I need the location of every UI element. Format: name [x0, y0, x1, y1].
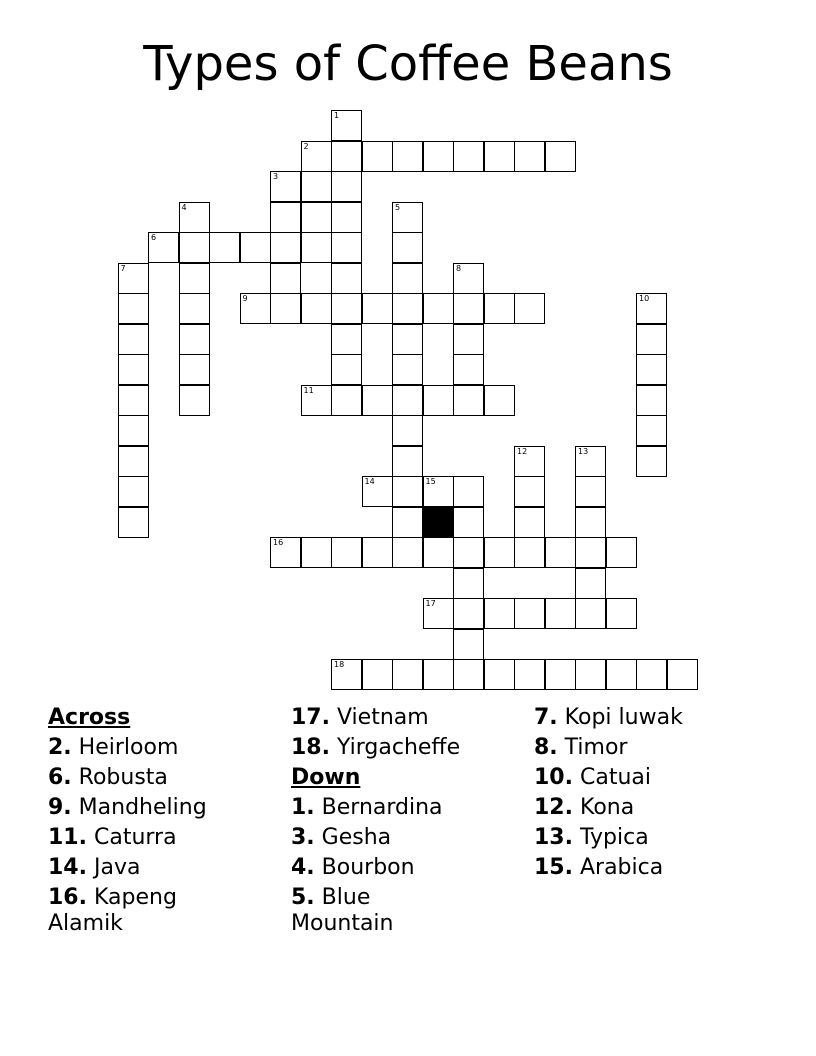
grid-cell[interactable] — [392, 354, 423, 385]
grid-cell[interactable] — [362, 659, 393, 690]
clue-number: 18 — [334, 660, 345, 669]
grid-cell[interactable] — [392, 202, 423, 233]
grid-cell[interactable] — [331, 354, 362, 385]
grid-cell[interactable] — [118, 415, 149, 446]
clue-number: 17 — [425, 599, 436, 608]
grid-cell[interactable] — [179, 354, 210, 385]
grid-cell[interactable] — [392, 263, 423, 294]
grid-cell[interactable] — [392, 446, 423, 477]
grid-cell[interactable] — [362, 476, 393, 507]
clue-column-3 — [534, 703, 774, 883]
grid-cell[interactable] — [636, 385, 667, 416]
grid-cell[interactable] — [423, 598, 454, 629]
grid-cell[interactable] — [209, 232, 240, 263]
grid-cell[interactable] — [179, 324, 210, 355]
grid-cell[interactable] — [514, 659, 545, 690]
grid-cell[interactable] — [331, 202, 362, 233]
grid-cell[interactable] — [331, 141, 362, 172]
clue-column-2 — [291, 703, 531, 939]
grid-cell[interactable] — [148, 232, 179, 263]
grid-cell[interactable] — [484, 293, 515, 324]
grid-cell[interactable] — [392, 507, 423, 538]
clue-number: 8 — [456, 263, 462, 273]
clue-down-1: 1. Bernardina — [291, 795, 443, 820]
grid-cell[interactable] — [606, 537, 637, 568]
grid-cell[interactable] — [667, 659, 698, 690]
grid-cell[interactable] — [453, 385, 484, 416]
grid-cell[interactable] — [453, 141, 484, 172]
grid-cell[interactable] — [392, 141, 423, 172]
page-title: Types of Coffee Beans — [143, 36, 673, 92]
grid-cell[interactable] — [392, 659, 423, 690]
grid-cell[interactable] — [270, 537, 301, 568]
clue-number: 10 — [639, 294, 650, 303]
grid-cell[interactable] — [179, 202, 210, 233]
grid-cell[interactable] — [514, 293, 545, 324]
grid-cell[interactable] — [575, 476, 606, 507]
grid-cell[interactable] — [270, 293, 301, 324]
grid-cell[interactable] — [118, 507, 149, 538]
grid-cell[interactable] — [514, 507, 545, 538]
clue-down-15: 15. Arabica — [534, 855, 664, 880]
clue-number: 5 — [395, 202, 401, 212]
grid-cell[interactable] — [331, 324, 362, 355]
grid-cell[interactable] — [392, 385, 423, 416]
grid-cell[interactable] — [331, 232, 362, 263]
grid-cell[interactable] — [575, 568, 606, 599]
grid-cell[interactable] — [392, 324, 423, 355]
grid-cell[interactable] — [545, 659, 576, 690]
grid-cell[interactable] — [606, 598, 637, 629]
grid-cell[interactable] — [423, 293, 454, 324]
clue-down-8: 8. Timor — [534, 735, 628, 760]
clue-number: 4 — [181, 202, 187, 212]
grid-cell[interactable] — [453, 659, 484, 690]
clue-number: 2 — [303, 141, 309, 151]
grid-cell[interactable] — [331, 537, 362, 568]
grid-cell[interactable] — [179, 385, 210, 416]
grid-cell[interactable] — [484, 659, 515, 690]
grid-cell[interactable] — [453, 568, 484, 599]
grid-cell[interactable] — [270, 202, 301, 233]
clue-across-6: 6. Robusta — [48, 765, 168, 790]
clue-column-1 — [48, 703, 288, 939]
grid-cell[interactable] — [331, 293, 362, 324]
grid-cell[interactable] — [484, 141, 515, 172]
grid-cell[interactable] — [575, 507, 606, 538]
clue-number: 13 — [578, 446, 589, 456]
grid-cell[interactable] — [636, 354, 667, 385]
grid-cell[interactable] — [270, 263, 301, 294]
clue-number: 6 — [151, 233, 157, 242]
grid-cell[interactable] — [514, 537, 545, 568]
grid-cell[interactable] — [331, 385, 362, 416]
clue-across-18: 18. Yirgacheffe — [291, 735, 461, 760]
grid-cell[interactable] — [240, 232, 271, 263]
clue-down-4: 4. Bourbon — [291, 855, 415, 880]
grid-cell[interactable] — [118, 354, 149, 385]
grid-cell[interactable] — [301, 171, 332, 202]
grid-block — [423, 507, 454, 538]
grid-cell[interactable] — [301, 232, 332, 263]
grid-cell[interactable] — [301, 537, 332, 568]
grid-cell[interactable] — [514, 446, 545, 477]
clue-down-3: 3. Gesha — [291, 825, 392, 850]
grid-cell[interactable] — [392, 415, 423, 446]
grid-cell[interactable] — [636, 324, 667, 355]
grid-cell[interactable] — [545, 598, 576, 629]
grid-cell[interactable] — [453, 507, 484, 538]
grid-cell[interactable] — [118, 263, 149, 294]
grid-cell[interactable] — [423, 476, 454, 507]
grid-cell[interactable] — [179, 232, 210, 263]
grid-cell[interactable] — [118, 476, 149, 507]
grid-cell[interactable] — [545, 537, 576, 568]
grid-cell[interactable] — [118, 385, 149, 416]
clue-across-16: 16. Kapeng Alamik — [48, 885, 177, 936]
grid-cell[interactable] — [423, 537, 454, 568]
grid-cell[interactable] — [453, 476, 484, 507]
clue-across-11: 11. Caturra — [48, 825, 177, 850]
grid-cell[interactable] — [423, 141, 454, 172]
clue-down-7: 7. Kopi luwak — [534, 705, 683, 730]
grid-cell[interactable] — [514, 141, 545, 172]
grid-cell[interactable] — [270, 171, 301, 202]
grid-cell[interactable] — [362, 293, 393, 324]
grid-cell[interactable] — [301, 385, 332, 416]
grid-cell[interactable] — [514, 598, 545, 629]
grid-cell[interactable] — [392, 476, 423, 507]
grid-cell[interactable] — [392, 293, 423, 324]
grid-cell[interactable] — [331, 171, 362, 202]
grid-cell[interactable] — [453, 629, 484, 660]
grid-cell[interactable] — [331, 659, 362, 690]
grid-cell[interactable] — [301, 202, 332, 233]
grid-cell[interactable] — [362, 141, 393, 172]
grid-cell[interactable] — [636, 415, 667, 446]
clue-across-2: 2. Heirloom — [48, 735, 179, 760]
grid-cell[interactable] — [453, 293, 484, 324]
clue-down-5: 5. Blue Mountain — [291, 885, 394, 936]
grid-cell[interactable] — [118, 293, 149, 324]
grid-cell[interactable] — [301, 293, 332, 324]
grid-cell[interactable] — [453, 598, 484, 629]
grid-cell[interactable] — [240, 293, 271, 324]
across-heading: Across — [48, 705, 131, 730]
grid-cell[interactable] — [453, 263, 484, 294]
grid-cell[interactable] — [423, 659, 454, 690]
grid-cell[interactable] — [514, 476, 545, 507]
grid-cell[interactable] — [362, 385, 393, 416]
grid-cell[interactable] — [453, 354, 484, 385]
grid-cell[interactable] — [270, 232, 301, 263]
grid-cell[interactable] — [362, 537, 393, 568]
grid-cell[interactable] — [179, 263, 210, 294]
clue-number: 12 — [517, 446, 528, 456]
down-heading: Down — [291, 765, 361, 790]
clue-number: 16 — [273, 538, 284, 547]
clue-number: 14 — [364, 477, 375, 486]
grid-cell[interactable] — [484, 537, 515, 568]
grid-cell[interactable] — [179, 293, 210, 324]
clue-number: 15 — [425, 477, 436, 486]
clue-number: 1 — [334, 111, 340, 120]
clue-down-13: 13. Typica — [534, 825, 649, 850]
grid-cell[interactable] — [545, 141, 576, 172]
grid-cell[interactable] — [575, 598, 606, 629]
clue-across-9: 9. Mandheling — [48, 795, 207, 820]
grid-cell[interactable] — [301, 141, 332, 172]
grid-cell[interactable] — [392, 232, 423, 263]
grid-cell[interactable] — [392, 537, 423, 568]
clue-down-12: 12. Kona — [534, 795, 635, 820]
clue-number: 3 — [273, 172, 279, 181]
grid-cell[interactable] — [484, 385, 515, 416]
grid-cell[interactable] — [423, 385, 454, 416]
grid-cell[interactable] — [636, 659, 667, 690]
clue-across-17: 17. Vietnam — [291, 705, 429, 730]
grid-cell[interactable] — [331, 110, 362, 141]
clue-down-10: 10. Catuai — [534, 765, 651, 790]
grid-cell[interactable] — [636, 446, 667, 477]
clue-number: 9 — [242, 294, 248, 303]
clue-across-14: 14. Java — [48, 855, 141, 880]
grid-cell[interactable] — [484, 598, 515, 629]
clue-number: 11 — [303, 385, 314, 395]
grid-cell[interactable] — [118, 324, 149, 355]
clue-number: 7 — [120, 263, 126, 273]
grid-cell[interactable] — [331, 263, 362, 294]
grid-cell[interactable] — [453, 324, 484, 355]
grid-cell[interactable] — [606, 659, 637, 690]
grid-cell[interactable] — [453, 537, 484, 568]
grid-cell[interactable] — [636, 293, 667, 324]
grid-cell[interactable] — [575, 446, 606, 477]
grid-cell[interactable] — [118, 446, 149, 477]
grid-cell[interactable] — [575, 659, 606, 690]
grid-cell[interactable] — [575, 537, 606, 568]
